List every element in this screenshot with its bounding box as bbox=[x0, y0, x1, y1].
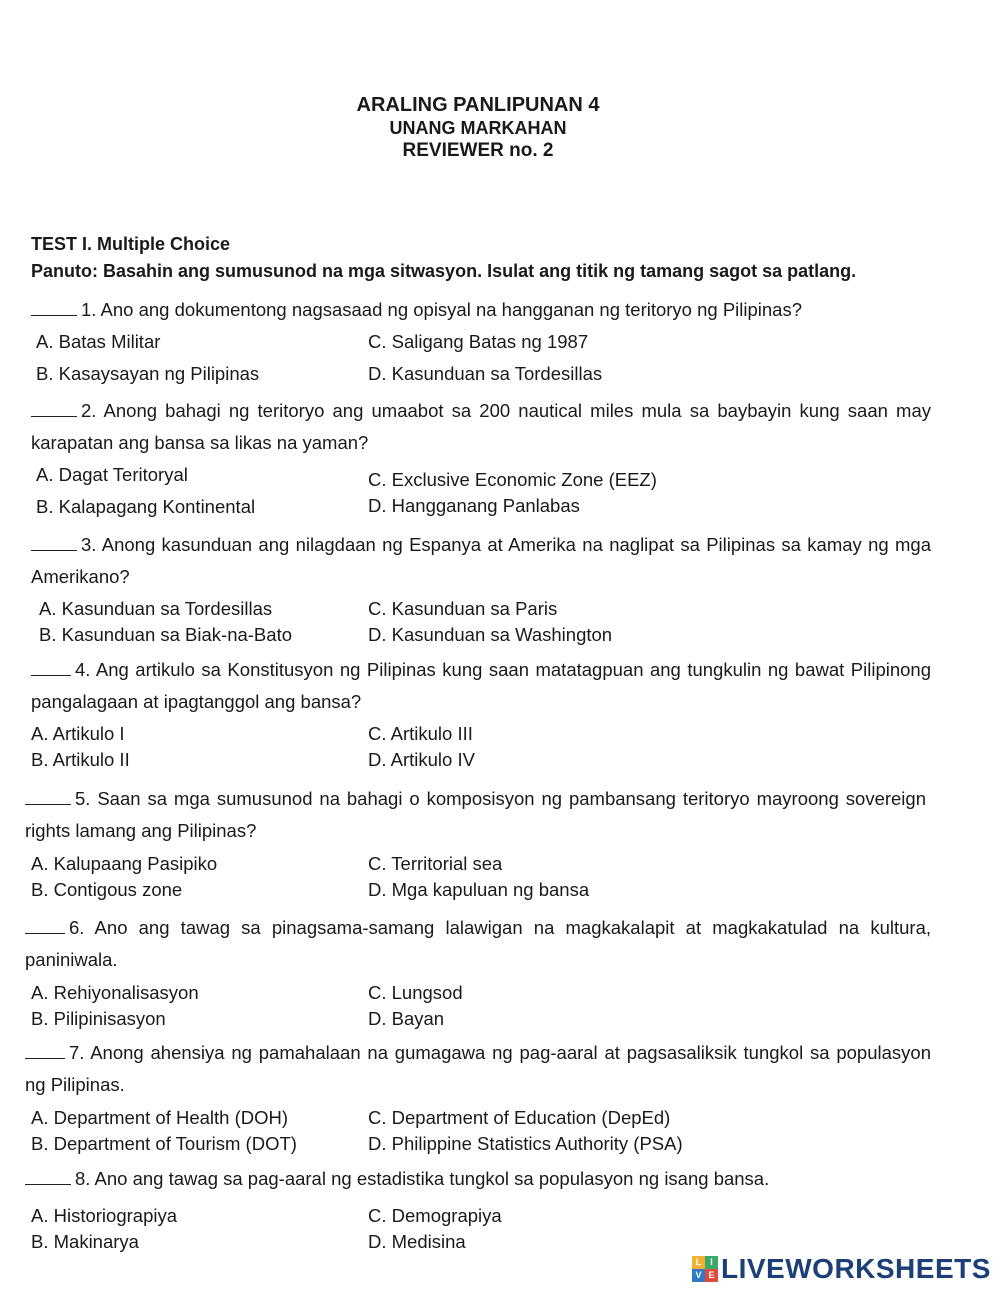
question-text: 4. Ang artikulo sa Konstitusyon ng Pilipinas kung saan matatagpuan ang tungkulin ng bawat Pilipinong pangalagaan at ipagtanggol ang bansa? bbox=[31, 659, 931, 712]
reviewer-title: REVIEWER no. 2 bbox=[402, 140, 554, 161]
answer-blank-2[interactable] bbox=[31, 398, 77, 417]
option-b: B. Makinarya bbox=[31, 1231, 139, 1252]
question-8 bbox=[25, 1163, 769, 1195]
logo-letter-e: E bbox=[705, 1269, 718, 1282]
question-7 bbox=[25, 1037, 931, 1101]
test-title: TEST I. Multiple Choice bbox=[31, 234, 231, 254]
option-a: A. Batas Militar bbox=[36, 331, 161, 352]
option-b: B. Pilipinisasyon bbox=[31, 1008, 166, 1029]
document-header bbox=[0, 93, 956, 163]
option-d: D. Kasunduan sa Washington bbox=[368, 624, 613, 645]
option-d: D. Kasunduan sa Tordesillas bbox=[368, 363, 603, 384]
question-text: 2. Anong bahagi ng teritoryo ang umaabot sa 200 nautical miles mula sa baybayin kung saan may karapatan ang bansa sa likas na yaman? bbox=[31, 400, 931, 453]
logo-letter-l: L bbox=[692, 1256, 705, 1269]
option-b: B. Kasunduan sa Biak-na-Bato bbox=[39, 624, 292, 645]
option-c: C. Demograpiya bbox=[368, 1205, 502, 1226]
logo-letter-i: I bbox=[705, 1256, 718, 1269]
option-d: D. Bayan bbox=[368, 1008, 445, 1029]
option-b: B. Kasaysayan ng Pilipinas bbox=[36, 363, 260, 384]
question-2 bbox=[31, 395, 931, 459]
answer-blank-4[interactable] bbox=[31, 657, 71, 676]
answer-blank-3[interactable] bbox=[31, 532, 77, 551]
option-d: D. Mga kapuluan ng bansa bbox=[368, 879, 590, 900]
option-c: C. Saligang Batas ng 1987 bbox=[368, 331, 589, 352]
subject-title: ARALING PANLIPUNAN 4 bbox=[356, 94, 600, 116]
quarter-title: UNANG MARKAHAN bbox=[389, 118, 567, 138]
answer-blank-5[interactable] bbox=[25, 786, 71, 805]
option-a: A. Rehiyonalisasyon bbox=[31, 982, 199, 1003]
option-c: C. Kasunduan sa Paris bbox=[368, 598, 558, 619]
option-d: D. Artikulo IV bbox=[368, 749, 475, 770]
option-d: D. Philippine Statistics Authority (PSA) bbox=[368, 1133, 683, 1154]
liveworksheets-logo-icon bbox=[692, 1256, 718, 1282]
liveworksheets-logo-text: LIVEWORKSHEETS bbox=[721, 1253, 991, 1284]
question-5 bbox=[25, 783, 926, 847]
option-d: D. Medisina bbox=[368, 1231, 466, 1252]
option-a: A. Kasunduan sa Tordesillas bbox=[39, 598, 273, 619]
answer-blank-1[interactable] bbox=[31, 297, 77, 316]
option-c: C. Exclusive Economic Zone (EEZ) bbox=[368, 469, 657, 490]
question-text: 1. Ano ang dokumentong nagsasaad ng opisyal na hangganan ng teritoryo ng Pilipinas? bbox=[81, 299, 803, 320]
question-text: 8. Ano ang tawag sa pag-aaral ng estadistika tungkol sa populasyon ng isang bansa. bbox=[75, 1168, 770, 1189]
option-b: B. Artikulo II bbox=[31, 749, 130, 770]
option-a: A. Historiograpiya bbox=[31, 1205, 178, 1226]
question-4 bbox=[31, 654, 931, 718]
question-text: 6. Ano ang tawag sa pinagsama-samang lalawigan na magkakalapit at magkakatulad na kultura, paniniwala. bbox=[25, 917, 931, 970]
option-b: B. Kalapagang Kontinental bbox=[36, 496, 256, 517]
question-text: 3. Anong kasunduan ang nilagdaan ng Espanya at Amerika na naglipat sa Pilipinas sa kamay ng mga Amerikano? bbox=[31, 534, 931, 587]
option-c: C. Territorial sea bbox=[368, 853, 503, 874]
question-text: 5. Saan sa mga sumusunod na bahagi o komposisyon ng pambansang teritoryo mayroong sovereign rights lamang ang Pilipinas? bbox=[25, 788, 926, 841]
answer-blank-6[interactable] bbox=[25, 915, 65, 934]
option-a: A. Kalupaang Pasipiko bbox=[31, 853, 218, 874]
option-a: A. Department of Health (DOH) bbox=[31, 1107, 289, 1128]
option-a: A. Artikulo I bbox=[31, 723, 125, 744]
answer-blank-8[interactable] bbox=[25, 1166, 71, 1185]
liveworksheets-logo[interactable] bbox=[692, 1254, 991, 1284]
option-b: B. Department of Tourism (DOT) bbox=[31, 1133, 297, 1154]
logo-letter-v: V bbox=[692, 1269, 705, 1282]
answer-blank-7[interactable] bbox=[25, 1040, 65, 1059]
option-c: C. Lungsod bbox=[368, 982, 463, 1003]
question-6 bbox=[25, 912, 931, 976]
question-text: 7. Anong ahensiya ng pamahalaan na gumagawa ng pag-aaral at pagsasaliksik tungkol sa populasyon ng Pilipinas. bbox=[25, 1042, 931, 1095]
instructions: Panuto: Basahin ang sumusunod na mga sitwasyon. Isulat ang titik ng tamang sagot sa patlang. bbox=[31, 261, 857, 281]
option-d: D. Hangganang Panlabas bbox=[368, 495, 580, 516]
option-a: A. Dagat Teritoryal bbox=[36, 464, 188, 485]
question-1 bbox=[31, 294, 802, 326]
option-c: C. Artikulo III bbox=[368, 723, 473, 744]
option-b: B. Contigous zone bbox=[31, 879, 183, 900]
option-c: C. Department of Education (DepEd) bbox=[368, 1107, 671, 1128]
question-3 bbox=[31, 529, 931, 593]
